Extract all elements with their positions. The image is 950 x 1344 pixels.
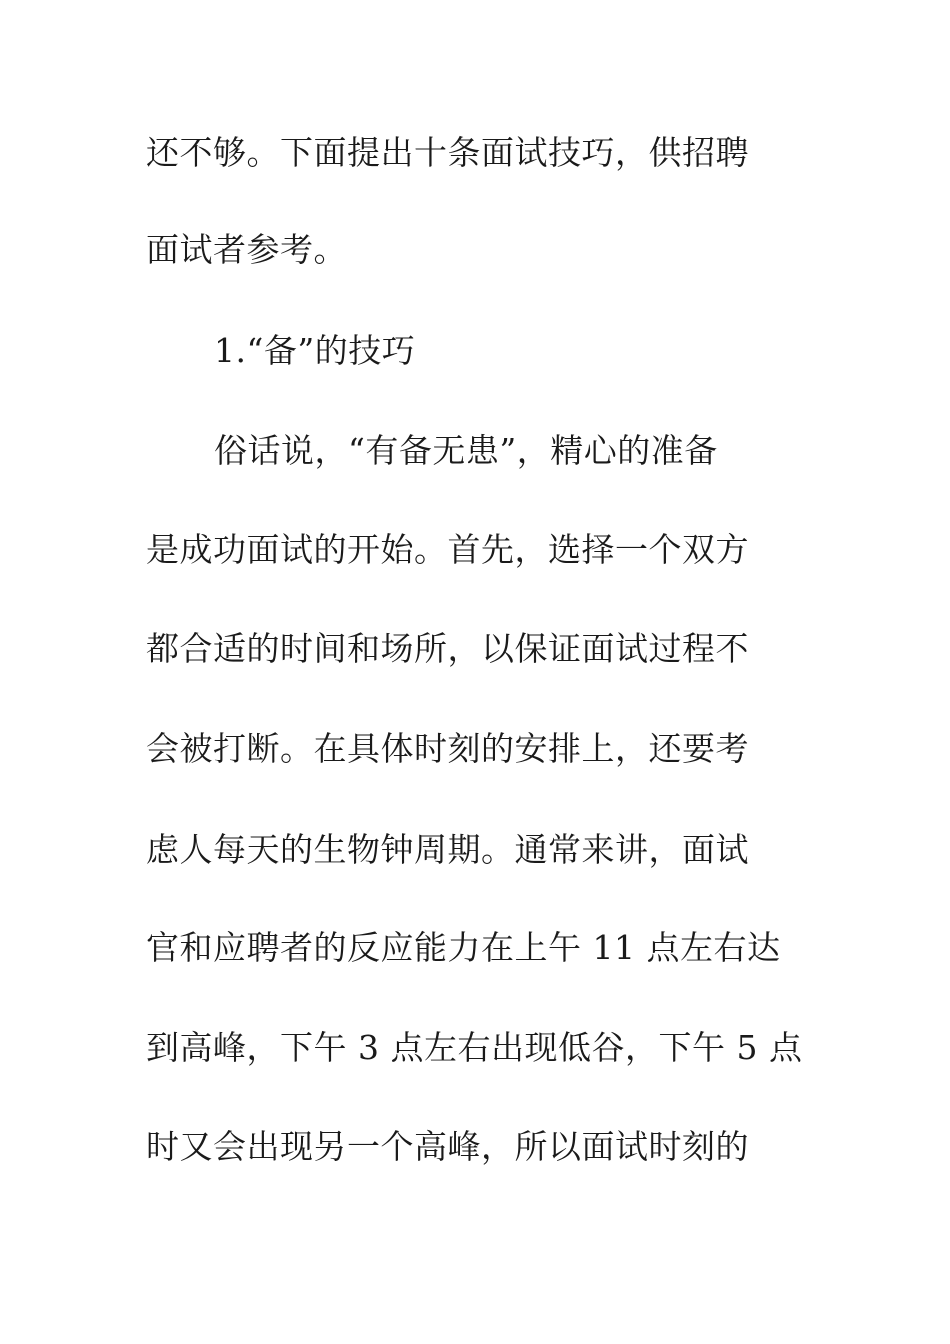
text-line: 会被打断。在具体时刻的安排上，还要考 bbox=[146, 729, 749, 768]
text-line: 都合适的时间和场所，以保证面试过程不 bbox=[146, 629, 749, 668]
text-line: 面试者参考。 bbox=[146, 230, 347, 269]
text-line: 是成功面试的开始。首先，选择一个双方 bbox=[146, 530, 749, 569]
text-line: 还不够。下面提出十条面试技巧，供招聘 bbox=[146, 133, 749, 172]
text-line: 官和应聘者的反应能力在上午 11 点左右达 bbox=[146, 928, 781, 967]
text-line: 虑人每天的生物钟周期。通常来讲，面试 bbox=[146, 830, 749, 869]
text-line: 时又会出现另一个高峰，所以面试时刻的 bbox=[146, 1127, 749, 1166]
section-heading: 1.“备”的技巧 bbox=[214, 331, 416, 370]
paragraph-first-line: 俗话说，“有备无患”，精心的准备 bbox=[214, 431, 718, 470]
text-line: 到高峰，下午 3 点左右出现低谷，下午 5 点 bbox=[146, 1028, 803, 1067]
